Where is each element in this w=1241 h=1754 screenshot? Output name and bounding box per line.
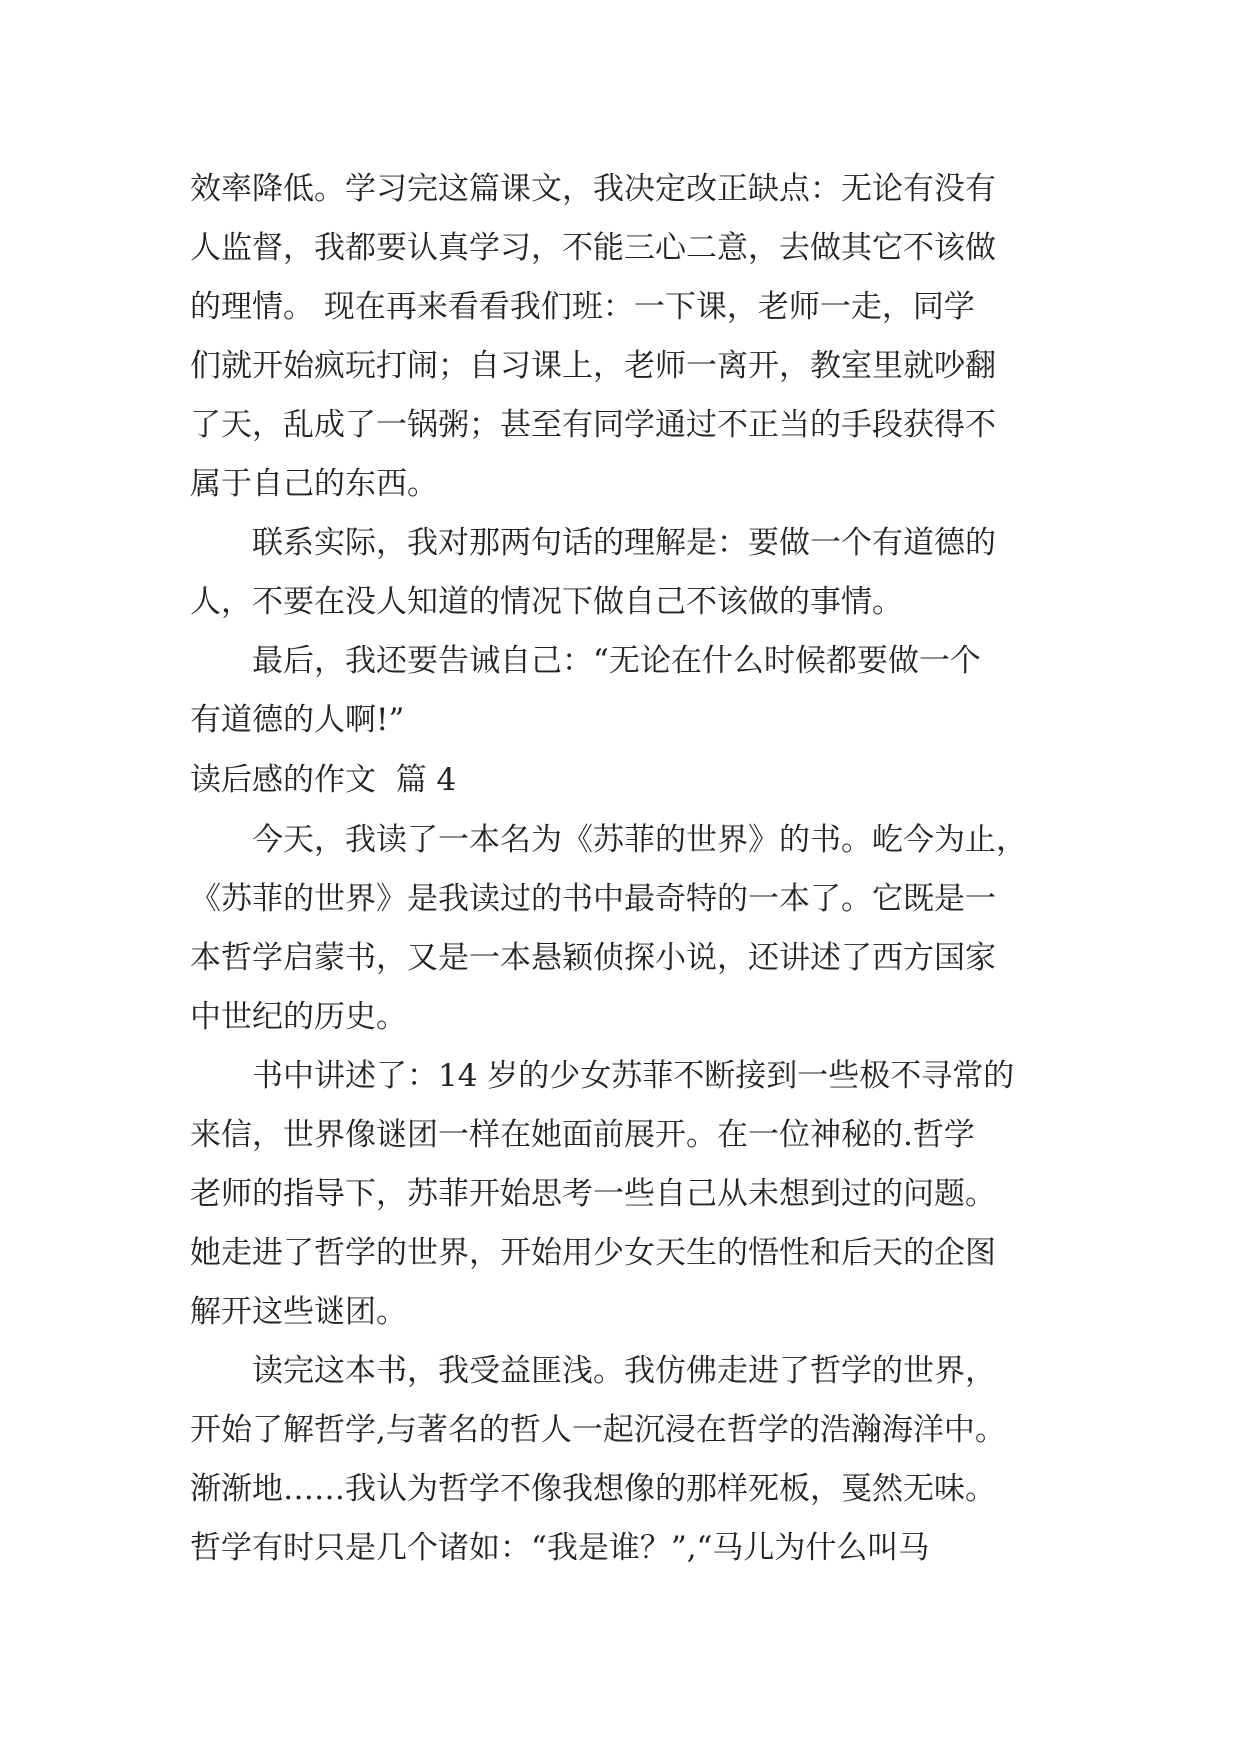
text-line: 效率降低。学习完这篇课文，我决定改正缺点：无论有没有: [190, 171, 996, 207]
text-line: 《苏菲的世界》是我读过的书中最奇特的一本了。它既是一: [190, 881, 996, 917]
text-line: 读完这本书，我受益匪浅。我仿佛走进了哲学的世界，: [190, 1353, 996, 1389]
text-line: 最后，我还要告诫自己：“无论在什么时候都要做一个: [190, 643, 981, 679]
text-line: 有道德的人啊!”: [190, 702, 405, 738]
text-line: 今天，我读了一本名为《苏菲的世界》的书。屹今为止，: [190, 822, 1027, 858]
text-line: 开始了解哲学,与著名的哲人一起沉浸在哲学的浩瀚海洋中。: [190, 1412, 1006, 1448]
text-line: 了天，乱成了一锅粥；甚至有同学通过不正当的手段获得不: [190, 407, 996, 443]
document-body: [190, 160, 1070, 1578]
text-line: 书中讲述了：14 岁的少女苏菲不断接到一些极不寻常的: [190, 1058, 1015, 1094]
text-line: 属于自己的东西。: [190, 466, 438, 502]
text-line: 渐渐地……我认为哲学不像我想像的那样死板，戛然无味。: [190, 1471, 996, 1507]
text-line: 解开这些谜团。: [190, 1294, 407, 1330]
text-line: 老师的指导下，苏菲开始思考一些自己从未想到过的问题。: [190, 1176, 996, 1212]
text-line: 她走进了哲学的世界，开始用少女天生的悟性和后天的企图: [190, 1235, 996, 1271]
section-heading: 读后感的作文 篇 4: [190, 762, 457, 798]
text-line: 的理情。 现在再来看看我们班：一下课，老师一走，同学: [190, 289, 975, 325]
text-line: 人，不要在没人知道的情况下做自己不该做的事情。: [190, 584, 903, 620]
text-line: 们就开始疯玩打闹；自习课上，老师一离开，教室里就吵翻: [190, 348, 996, 384]
text-line: 本哲学启蒙书，又是一本悬颖侦探小说，还讲述了西方国家: [190, 940, 996, 976]
text-line: 联系实际，我对那两句话的理解是：要做一个有道德的: [190, 525, 996, 561]
text-line: 哲学有时只是几个诸如：“我是谁？”,“马儿为什么叫马: [190, 1530, 930, 1566]
text-line: 人监督，我都要认真学习，不能三心二意，去做其它不该做: [190, 230, 996, 266]
text-line: 来信，世界像谜团一样在她面前展开。在一位神秘的.哲学: [190, 1117, 975, 1153]
text-line: 中世纪的历史。: [190, 999, 407, 1035]
